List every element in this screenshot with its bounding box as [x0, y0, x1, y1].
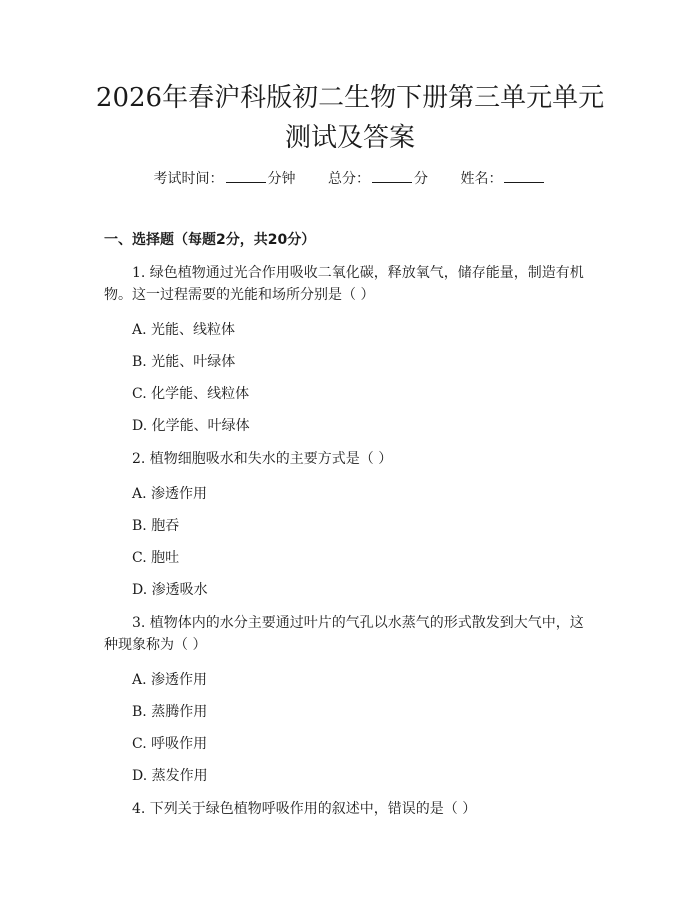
question-1-option-c: C. 化学能、线粒体	[132, 386, 250, 402]
question-1-option-d: D. 化学能、叶绿体	[132, 418, 250, 434]
exam-score	[328, 168, 428, 189]
question-3-option-c: C. 呼吸作用	[132, 736, 208, 752]
name-label: 姓名：	[460, 171, 503, 187]
time-unit: 分钟	[267, 171, 296, 187]
question-2-option-a: A. 渗透作用	[132, 486, 208, 502]
name-blank	[504, 168, 544, 183]
title-line-1: 2026年春沪科版初二生物下册第三单元单元	[95, 83, 605, 113]
question-2-option-b: B. 胞吞	[132, 518, 180, 534]
question-3-option-b: B. 蒸腾作用	[132, 704, 208, 720]
question-list	[104, 262, 596, 834]
time-label: 考试时间：	[153, 171, 224, 187]
question-1-option-a: A. 光能、线粒体	[132, 322, 236, 338]
time-blank	[226, 168, 266, 183]
question-1-option-b: B. 光能、叶绿体	[132, 354, 236, 370]
score-blank	[372, 168, 412, 183]
exam-name	[460, 168, 546, 189]
question-2-stem: 2. 植物细胞吸水和失水的主要方式是（ ）	[132, 451, 393, 467]
question-3-option-d: D. 蒸发作用	[132, 768, 208, 784]
exam-meta	[0, 168, 700, 189]
question-2-option-d: D. 渗透吸水	[132, 582, 208, 598]
question-3-option-a: A. 渗透作用	[132, 672, 208, 688]
title-line-2: 测试及答案	[284, 123, 415, 153]
exam-time	[154, 168, 296, 189]
question-1-stem: 1. 绿色植物通过光合作用吸收二氧化碳，释放氧气，储存能量，制造有机物。这一过程需要的光能和场所分别是（ ）	[104, 265, 584, 303]
question-4-stem: 4. 下列关于绿色植物呼吸作用的叙述中，错误的是（ ）	[132, 801, 477, 817]
section-heading: 一、选择题（每题2分，共20分）	[104, 232, 316, 248]
score-label: 总分：	[328, 171, 370, 187]
score-unit: 分	[414, 171, 428, 187]
question-2-option-c: C. 胞吐	[132, 550, 180, 566]
question-3-stem: 3. 植物体内的水分主要通过叶片的气孔以水蒸气的形式散发到大气中，这种现象称为（ ）	[104, 615, 584, 653]
document-title	[0, 78, 700, 158]
